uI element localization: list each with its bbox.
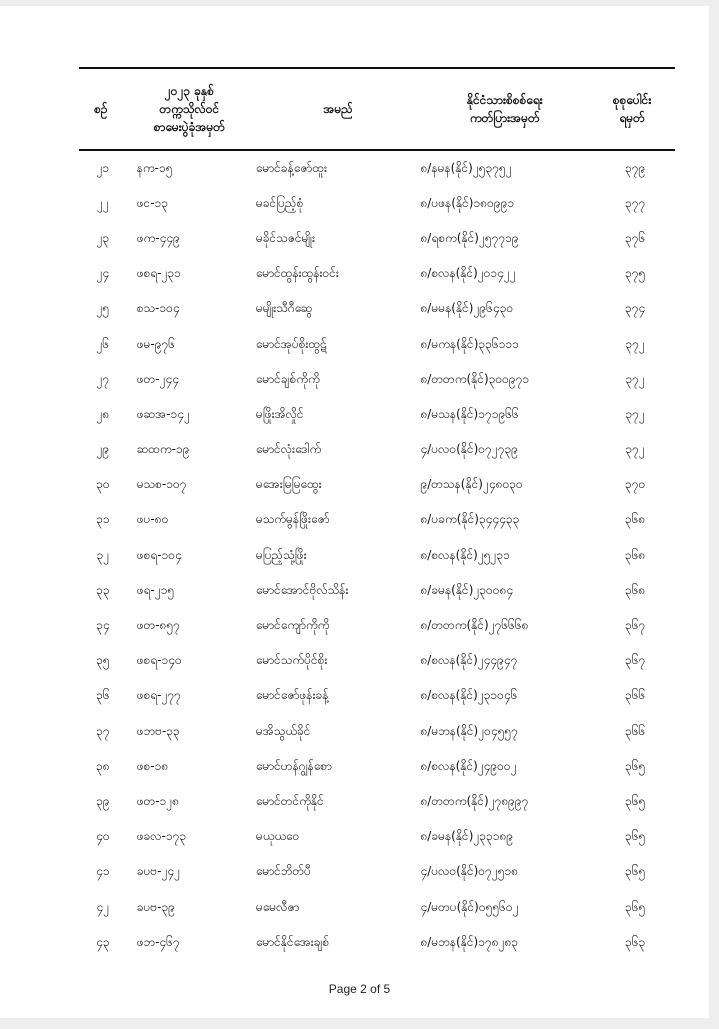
total-marks: ၃၆၅ (624, 899, 646, 914)
nrc-number: ၈/စလန(နိုင်)၂၃၁၀၄၆ (420, 688, 518, 703)
table-row (79, 186, 675, 221)
header-total-marks-line: ရမှတ် (619, 111, 645, 125)
exam-number: ဖတ-၁၂၈ (136, 793, 180, 808)
exam-number: ဖဘ-၄၆၇ (136, 934, 180, 949)
exam-number: စသ-၁၀၄ (136, 301, 180, 316)
table-row (79, 257, 675, 292)
exam-number: ဖက-၄၄၉ (136, 230, 180, 245)
row-number: ၃၂ (96, 547, 110, 562)
document-page (0, 6, 709, 1018)
total-marks: ၃၇၅ (624, 266, 646, 281)
table-row (79, 397, 675, 432)
nrc-number: ၉/တသန(နိုင်)၂၄၈၀၃၀ (420, 477, 523, 492)
nrc-number: ၄/ပလဝ(နိုင်)၀၇၂၇၃၉ (420, 442, 518, 457)
nrc-number: ၈/မသန(နိုင်)၁၇၁၉၆၆ (420, 406, 519, 421)
total-marks: ၃၆၅ (624, 864, 646, 879)
exam-number: ဖမ-၉၇၆ (136, 336, 175, 351)
student-name: မောင်ဇော်ဖုန်းခန့် (255, 688, 329, 703)
table-row (79, 820, 675, 855)
total-marks: ၃၆၅ (624, 758, 646, 773)
student-name: မောင်လုံးဒေါက် (255, 442, 322, 457)
total-marks: ၃၇၀ (624, 477, 646, 492)
exam-number: မသစ-၁၀၇ (136, 477, 187, 492)
row-number: ၂၁ (96, 160, 110, 175)
results-table (79, 67, 675, 960)
exam-number: ဖစ-၁၈ (136, 758, 169, 773)
student-name: မပြည့်သုံ့ဖြိုး (255, 547, 307, 562)
header-exam-number-line: ၂၀၂၃ ခုနှစ် (164, 84, 214, 98)
total-marks: ၃၇၄ (624, 301, 646, 316)
total-marks: ၃၇၂ (625, 336, 645, 351)
table-row (79, 749, 675, 784)
exam-number: ဖရ-၂၁၅ (136, 582, 175, 597)
nrc-number: ၄/ပလဝ(နိုင်)၀၇၂၅၁၈ (420, 864, 519, 879)
student-name: မခင်ပြည့်စုံ (255, 195, 304, 210)
row-number: ၃၄ (96, 618, 110, 633)
table-row (79, 468, 675, 503)
exam-number: ဖင-၁၃ (136, 195, 169, 210)
table-row (79, 714, 675, 749)
nrc-number: ၈/ခမန(နိုင်)၂၃၃၁၈၉ (420, 829, 514, 844)
table-row (79, 573, 675, 608)
student-name: မောင်ထွန်းထွန်းဝင်း (255, 266, 339, 281)
exam-number: ဖပ-၈၀ (136, 512, 169, 527)
row-number: ၃၀ (96, 477, 110, 492)
exam-number: ဖဆအ-၁၄၂ (136, 406, 190, 421)
exam-number: ဖတ-၂၄၄ (136, 371, 179, 386)
row-number: ၂၄ (96, 266, 110, 281)
header-exam-number (123, 68, 256, 150)
header-total-marks-line: စုစုပေါင်း (612, 93, 652, 107)
table-row (79, 890, 675, 925)
table-row (79, 608, 675, 643)
nrc-number: ၄/မတပ(နိုင်)၀၅၅၆၀၂ (420, 899, 519, 914)
table-row (79, 925, 675, 960)
header-exam-number-line: တက္ကသိုလ်ဝင် (159, 102, 220, 116)
header-nrc-line: ကတ်ပြားအမှတ် (469, 111, 540, 125)
nrc-number: ၈/ပခက(နိုင်)၃၄၄၄၃၃ (420, 512, 520, 527)
row-number: ၃၆ (96, 688, 110, 703)
row-number: ၄၃ (96, 934, 110, 949)
nrc-number: ၈/စလန(နိုင်)၂၄၉၀၀၂ (420, 758, 517, 773)
student-name: မသက်မွန်ဖြိုးဇော် (255, 512, 330, 527)
row-number: ၃၈ (96, 758, 110, 773)
student-name: မောင်ကျော်ကိုကို (255, 618, 330, 633)
nrc-number: ၈/တတက(နိုင်)၂၇၆၆၆၈ (420, 618, 529, 633)
table-row (79, 362, 675, 397)
row-number: ၄၁ (96, 864, 110, 879)
student-name: မောင်အုပ်စိုးထွဋ် (255, 336, 327, 351)
table-body (79, 150, 675, 960)
student-name: မောင်ချစ်ကိုကို (255, 371, 320, 386)
total-marks: ၃၆၈ (624, 512, 646, 527)
table-row (79, 784, 675, 819)
total-marks: ၃၆၃ (624, 934, 646, 949)
row-number: ၂၉ (96, 442, 110, 457)
row-number: ၂၈ (96, 406, 110, 421)
student-name: မခိုင်သဇင်မျိုး (255, 230, 316, 245)
total-marks: ၃၇၆ (624, 230, 646, 245)
exam-number: ခပဗ-၃၉ (136, 899, 175, 914)
exam-number: ခပဗ-၂၄၂ (136, 864, 181, 879)
exam-number: ဖတ-၈၅၇ (136, 618, 180, 633)
total-marks: ၃၆၅ (624, 829, 646, 844)
row-number: ၄၀ (96, 829, 110, 844)
table-row (79, 292, 675, 327)
nrc-number: ၈/ခမန(နိုင်)၂၃၀၀၈၄ (420, 582, 514, 597)
nrc-number: ၈/တတက(နိုင်)၂၇၈၉၉၇ (420, 793, 529, 808)
total-marks: ၃၇၇ (624, 195, 646, 210)
student-name: မအိသွယ်ခိုင် (255, 723, 311, 738)
student-name: မောင်ဟန်ဂျွန်စော (255, 758, 332, 773)
total-marks: ၃၆၈ (624, 547, 646, 562)
exam-number: ဖစရ-၁၄၀ (136, 653, 182, 668)
table-row (79, 150, 675, 186)
nrc-number: ၈/ပဖန(နိုင်)၁၈၀၉၉၁ (420, 195, 515, 210)
table-header-row (79, 68, 675, 150)
header-total-marks (589, 68, 675, 150)
header-nrc-line: နိုင်ငံသားစိစစ်ရေး (466, 93, 543, 107)
header-no: စဉ် (79, 68, 123, 150)
student-name: မဖြိုးအိလှိုင် (255, 406, 304, 421)
total-marks: ၃၆၆ (624, 688, 646, 703)
table-row (79, 221, 675, 256)
row-number: ၂၇ (96, 371, 110, 386)
total-marks: ၃၆၅ (624, 793, 646, 808)
page-number: Page 2 of 5 (328, 982, 391, 996)
row-number: ၂၆ (96, 336, 110, 351)
header-exam-number-line: စာမေးပွဲခုံအမှတ် (153, 120, 225, 134)
row-number: ၃၉ (96, 793, 110, 808)
total-marks: ၃၇၂ (625, 371, 645, 386)
student-name: မမျိုးသီဂီဆွေ (255, 301, 313, 316)
nrc-number: ၈/မဘန(နိုင်)၂၀၄၅၅၇ (420, 723, 518, 738)
student-name: မယုယဝေ (255, 829, 300, 844)
nrc-number: ၈/စလန(နိုင်)၂၀၁၄၂၂ (420, 266, 516, 281)
exam-number: ဆထက-၁၉ (136, 442, 190, 457)
total-marks: ၃၆၇ (624, 618, 646, 633)
exam-number: ဖခလ-၁၇၃ (136, 829, 187, 844)
table-row (79, 503, 675, 538)
exam-number: ဖစရ-၂၇၇ (136, 688, 181, 703)
student-name: မောင်ခန့်ဇော်ထူး (255, 160, 327, 175)
exam-number: နက-၁၅ (136, 160, 173, 175)
row-number: ၃၁ (96, 512, 110, 527)
student-name: မမေလီဇာ (255, 899, 300, 914)
table-row (79, 327, 675, 362)
nrc-number: ၈/မကန(နိုင်)၃၃၆၁၁၁ (420, 336, 519, 351)
header-nrc (420, 68, 589, 150)
row-number: ၂၃ (96, 230, 110, 245)
row-number: ၃၇ (96, 723, 110, 738)
total-marks: ၃၇၉ (624, 160, 646, 175)
nrc-number: ၈/ရစက(နိုင်)၂၅၇၇၁၉ (420, 230, 519, 245)
nrc-number: ၈/မမန(နိုင်)၂၉၆၄၃၀ (420, 301, 514, 316)
table-row (79, 538, 675, 573)
total-marks: ၃၆၈ (624, 582, 646, 597)
student-name: မောင်ဘိတ်ပီ (255, 864, 311, 879)
nrc-number: ၈/နမန(နိုင်)၂၅၃၇၅၂ (420, 160, 512, 175)
table-row (79, 679, 675, 714)
row-number: ၄၂ (96, 899, 110, 914)
row-number: ၃၃ (96, 582, 110, 597)
table-row (79, 644, 675, 679)
nrc-number: ၈/စလန(နိုင်)၂၄၄၉၄၇ (420, 653, 518, 668)
total-marks: ၃၇၂ (625, 442, 645, 457)
table-row (79, 855, 675, 890)
student-name: မောင်နိုင်အေးချစ် (255, 934, 330, 949)
student-name: မအေးမြမြထွေး (255, 477, 322, 492)
total-marks: ၃၆၆ (624, 723, 646, 738)
row-number: ၂၂ (96, 195, 109, 210)
student-name: မောင်တင်ကိုနိုင် (255, 793, 324, 808)
nrc-number: ၈/မဘန(နိုင်)၁၇၈၂၈၃ (420, 934, 519, 949)
total-marks: ၃၇၂ (625, 406, 645, 421)
exam-number: ဖစရ-၂၃၁ (136, 266, 181, 281)
row-number: ၃၅ (96, 653, 110, 668)
table-row (79, 433, 675, 468)
nrc-number: ၈/တတက(နိုင်)၃၀၀၉၇၁ (420, 371, 530, 386)
exam-number: ဖစရ-၁၀၄ (136, 547, 182, 562)
total-marks: ၃၆၇ (624, 653, 646, 668)
student-name: မောင်သက်ပိုင်စိုး (255, 653, 328, 668)
row-number: ၂၅ (96, 301, 110, 316)
student-name: မောင်အောင်ဗိုလ်သိန်း (255, 582, 349, 597)
exam-number: ဖဘဗ-၃၃ (136, 723, 180, 738)
header-name: အမည် (256, 68, 421, 150)
nrc-number: ၈/စလန(နိုင်)၂၅၂၃၁ (420, 547, 510, 562)
